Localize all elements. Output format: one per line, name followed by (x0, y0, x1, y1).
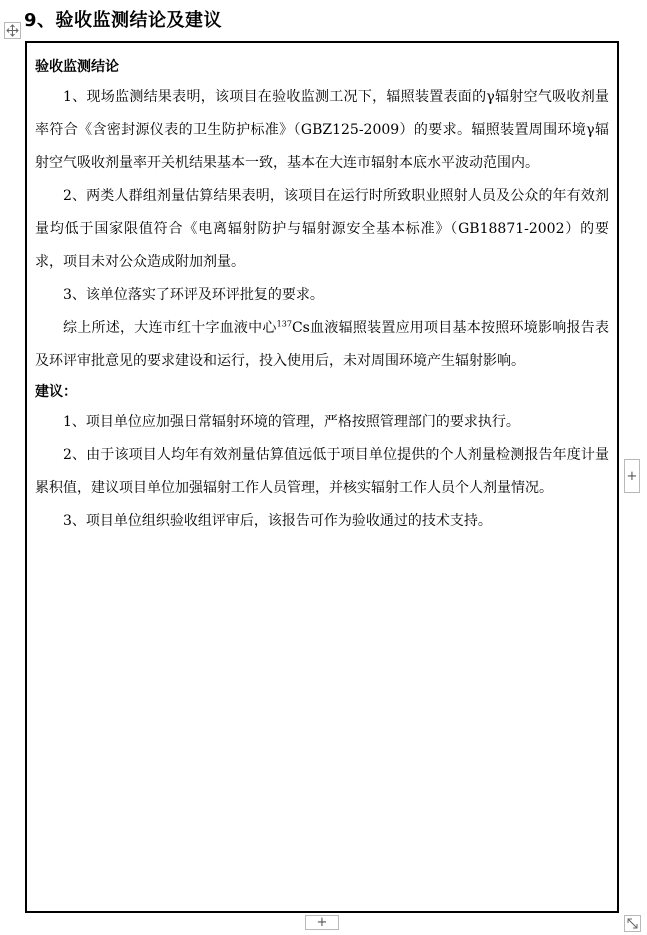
summary-text-end: Cs血液辐照装置应用项目基本按照环境影响报告表及环评审批意见的要求建设和运行，投入使用后，未对周围环境产生辐射影响。 (35, 320, 609, 369)
conclusion-paragraph-1: 1、现场监测结果表明，该项目在验收监测工况下，辐照装置表面的γ辐射空气吸收剂量率符合《含密封源仪表的卫生防护标准》（GBZ125-2009）的要求。辐照装置周围环境γ辐射空气吸收剂量率开关机结果基本一致，基本在大连市辐射本底水平波动范围内。 (35, 89, 609, 171)
conclusion-paragraph-2: 2、两类人群组剂量估算结果表明，该项目在运行时所致职业照射人员及公众的年有效剂量均低于国家限值符合《电离辐射防护与辐射源安全基本标准》（GB18871-2002）的要求，项目未对公众造成附加剂量。 (35, 188, 609, 270)
summary-text-start: 综上所述，大连市红十字血液中心 (63, 320, 277, 336)
add-row-button[interactable]: + (305, 915, 339, 930)
suggestion-2: 2、由于该项目人均年有效剂量估算值远低于项目单位提供的个人剂量检测报告年度计量累积值，建议项目单位加强辐射工作人员管理，并核实辐射工作人员个人剂量情况。 (35, 447, 609, 496)
table-resize-handle[interactable] (624, 915, 641, 932)
conclusion-summary (35, 312, 609, 378)
suggestions-title: 建议： (35, 384, 77, 400)
isotope-mass-number: 137 (276, 319, 292, 329)
conclusion-table[interactable] (25, 41, 619, 913)
conclusion-paragraph-3: 3、该单位落实了环评及环评批复的要求。 (63, 287, 324, 303)
table-cell[interactable] (27, 43, 617, 538)
suggestion-3: 3、项目单位组织验收组评审后，该报告可作为验收通过的技术支持。 (63, 513, 492, 529)
table-move-handle[interactable] (4, 22, 21, 39)
add-column-button[interactable]: + (624, 459, 640, 493)
conclusion-title: 验收监测结论 (35, 59, 119, 75)
resize-icon (625, 916, 640, 931)
section-heading: 9、验收监测结论及建议 (24, 10, 223, 31)
move-icon (6, 24, 19, 37)
suggestion-1: 1、项目单位应加强日常辐射环境的管理，严格按照管理部门的要求执行。 (63, 414, 520, 430)
